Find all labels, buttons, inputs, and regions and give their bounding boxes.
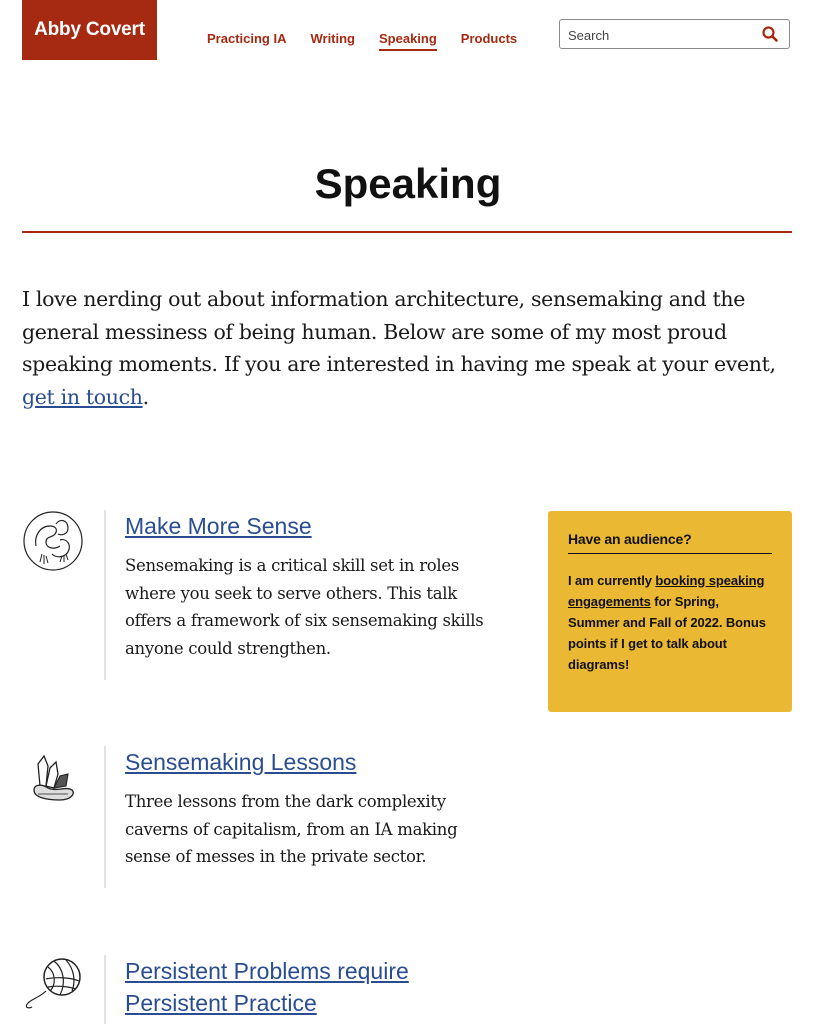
callout-title: Have an audience? <box>568 531 772 554</box>
intro-end: . <box>142 384 149 409</box>
yarn-ball-icon <box>22 955 84 1017</box>
talk-divider <box>104 746 106 888</box>
page-title: Speaking <box>314 160 502 207</box>
talk-title-link[interactable]: Sensemaking Lessons <box>125 749 357 775</box>
nav-speaking[interactable]: Speaking <box>379 31 437 51</box>
intro-paragraph <box>22 283 797 413</box>
site-logo[interactable]: Abby Covert <box>22 0 157 60</box>
crystals-sketch-icon <box>22 746 84 808</box>
talk-divider <box>104 955 106 1024</box>
animal-sketch-icon <box>22 510 84 572</box>
get-in-touch-link[interactable]: get in touch <box>22 384 143 409</box>
callout-text-end: for Spring, Summer and Fall of 2022. Bonus points if I get to talk about diagrams! <box>568 594 766 672</box>
nav-products[interactable]: Products <box>460 31 518 46</box>
talk-description: Sensemaking is a critical skill set in roles where you seek to serve others. This talk offers a framework of six sensemaking skills anyone could strengthen. <box>125 556 484 658</box>
search-icon[interactable] <box>761 25 779 43</box>
talk-title-link[interactable]: Make More Sense <box>125 513 312 539</box>
intro-text: I love nerding out about information architecture, sensemaking and the general messiness of being human. Below are some of my most proud speaking moments. If you are interested in having me speak at your event, <box>22 287 776 376</box>
booking-callout <box>548 511 792 712</box>
booking-link[interactable]: booking speaking engagements <box>568 573 765 609</box>
nav-practicing-ia[interactable]: Practicing IA <box>207 31 287 46</box>
title-divider <box>22 231 792 233</box>
talk-title-link[interactable]: Persistent Problems require Persistent Practice <box>125 958 409 1016</box>
callout-text: I am currently <box>568 573 656 588</box>
talk-description: Three lessons from the dark complexity caverns of capitalism, from an IA making sense of messes in the private sector. <box>125 792 458 866</box>
search-box <box>559 19 790 49</box>
nav-writing[interactable]: Writing <box>310 31 355 46</box>
callout-body <box>568 570 772 675</box>
search-input[interactable] <box>568 26 748 44</box>
talk-divider <box>104 510 106 680</box>
main-nav <box>207 31 541 51</box>
